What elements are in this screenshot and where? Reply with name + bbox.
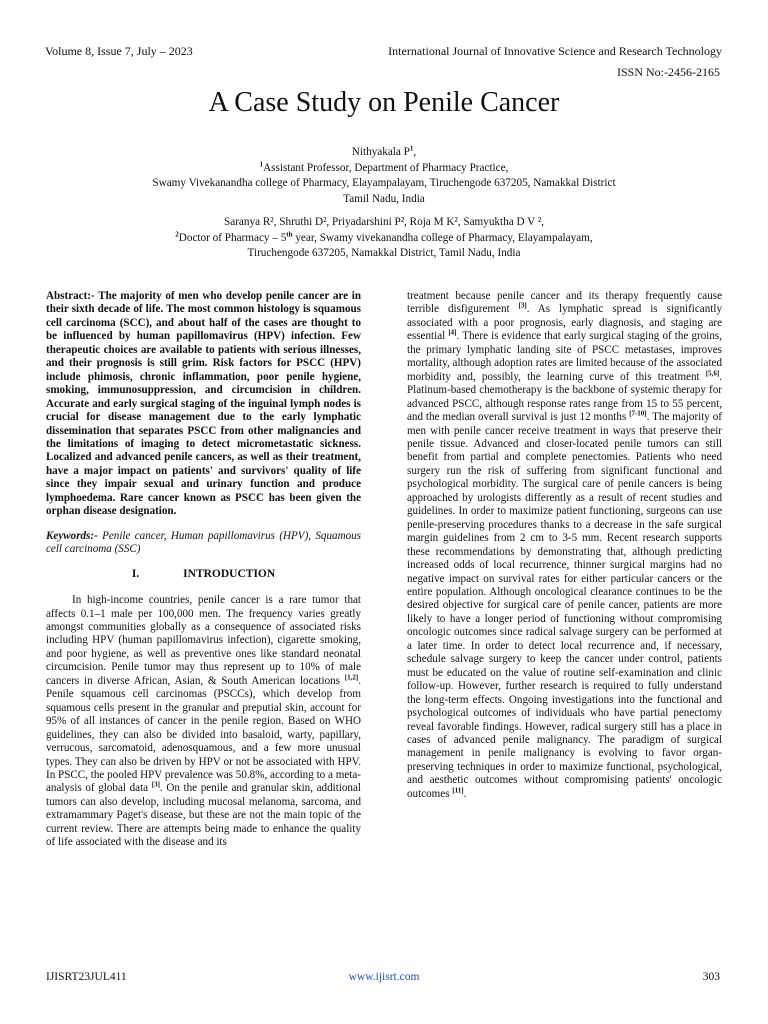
- abstract: Abstract:- The majority of men who develop penile cancer are in their sixth decade of life. The most common histology is squamous cell carcinoma (SCC), and about half of the cases are thought to be influenced by human papillomavirus (HPV) infection. Few therapeutic choices are available to patients with serious illnesses, and their prognosis is still grim. Risk factors for PSCC (HPV) include phimosis, chronic inflammation, poor penile hygiene, smoking, immunosuppression, and circumcision in children. Accurate and early surgical staging of the inguinal lymph nodes is crucial for disease management due to the early lymphatic dissemination that separates PSCC from other malignancies and the limitations of imaging to detect micrometastatic sickness. Localized and advanced penile cancers, as well as their treatment, have a major impact on patients' and survivors' quality of life since they impair sexual and urinary function and produce lymphoedema. Rare cancer known as PSCC has been given the orphan disease designation.: [46, 290, 361, 518]
- author-block-primary: [45, 145, 723, 207]
- keywords: [46, 530, 361, 557]
- intro-paragraph: In high-income countries, penile cancer is a rare tumor that affects 0.1–1 male per 100,000 men. The frequency varies greatly amongst communities globally as a consequence of associated risks including HPV (human papillomavirus infection), cigarette smoking, and poor hygiene, as well as preventive ones like standard neonatal circumcision. Penile tumor may thus represent up to 10% of male cancers in diverse African, Asian, & South American locations [1,2]. Penile squamous cell carcinomas (PSCCs), which develop from squamous cells present in the granular and preputial skin, account for 95% of all instances of cancer in the penile region. Based on WHO guidelines, they can also be divided into basaloid, warty, papillary, verrucous, sarcomatoid, adenosquamous, and a few more unusual types. They can also be driven by HPV or not be associated with HPV. In PSCC, the pooled HPV prevalence was 50.8%, according to a meta-analysis of global data [3]. On the penile and granular skin, additional tumors can also develop, including mucosal melanoma, sarcoma, and extramammary Paget's disease, but these are not the main topic of the current review. There are attempts being made to enhance the quality of life associated with the disease and its: [46, 594, 361, 849]
- page-number: 303: [702, 971, 720, 983]
- section-title: INTRODUCTION: [183, 567, 276, 580]
- citation: [1,2]: [344, 673, 359, 682]
- author-block-secondary: [45, 215, 723, 262]
- section-heading: [46, 568, 361, 581]
- right-column: [407, 290, 722, 801]
- affiliation-line: $^1$Assistant Professor, Department of Pharmacy Practice,: [259, 159, 509, 174]
- affiliation-line: Tamil Nadu, India: [343, 192, 425, 205]
- affiliation-line: Swamy Vivekanandha college of Pharmacy, Elayampalayam, Tiruchengode 637205, Namakkal District: [152, 177, 616, 190]
- paper-title: A Case Study on Penile Cancer: [208, 87, 560, 118]
- intro-paragraph-continued: treatment because penile cancer and its therapy frequently cause terrible disfigurement [3]. As lymphatic spread is significantly associated with a poor prognosis, early diagnosis, and staging are essential [4]. There is evidence that early surgical staging of the groins, the primary lymphatic landing site of PSCC metastases, improves mortality, although adoption rates are limited because of the associated morbidity and, possibly, the learning curve of this treatment [5,6]. Platinum-based chemotherapy is the backbone of systemic therapy for advanced PSCC, although response rates range from 15 to 55 percent, and the median overall survival is just 12 months [7-10]. The majority of men with penile cancer receive treatment in ways that preserve their penile tissue. Advanced and closer-located penile tumors can still benefit from partial and complete penectomies. Patients who need surgery run the risk of suffering from significant functional and psychological morbidity. The surgical care of penile cancers is being approached by urologists differently as a result of recent studies and guidelines. In order to maximize patient functioning, surgeons can use penile-preserving procedures thanks to a decrease in the safe surgical margin guidelines from 2 cm to 3-5 mm. Recent research supports these recommendations by demonstrating that, although predicting increased odds of local recurrence, thinner surgical margins had no negative impact on survival rates for either particular cancers or the entire population. Although oncological clearance continues to be the desired objective for surgical care of penile cancer, patients are more likely to have a longer period of functioning without compromising oncologic outcomes since radical salvage surgery can be performed at a later time. In order to detect local recurrence and, if necessary, schedule salvage surgery to keep the cancer under control, patients must be educated on the value of routine self-examination and clinic follow-up. However, further research is required to fully understand the long-term effects. Ongoing investigations into the functional and psychological outcomes of individuals who have partial penectomy reveal favorable findings. However, radical surgery still has a place in cases of advanced penile malignancy. The paradigm of surgical management in penile malignancy is evolving to favor organ-preserving techniques in order to maximize functional, psychological, and aesthetic outcomes without compromising patients' oncologic outcomes [11].: [407, 290, 722, 800]
- citation: [5,6]: [705, 369, 720, 378]
- citation: [7-10]: [629, 409, 647, 418]
- journal-website-link[interactable]: www.ijisrt.com: [348, 971, 420, 983]
- keywords-text: Penile cancer, Human papillomavirus (HPV), Squamous cell carcinoma (SSC): [46, 529, 361, 556]
- section-number: I.: [131, 567, 140, 580]
- keywords-label: Keywords:-: [46, 529, 98, 542]
- author-name-line: Nithyakala $P^1$,: [351, 144, 417, 158]
- affiliation-line: Tiruchengode 637205, Namakkal District, Tamil Nadu, India: [247, 247, 521, 260]
- journal-name: International Journal of Innovative Science and Research Technology: [388, 44, 722, 58]
- citation: [4]: [448, 328, 457, 337]
- paper-id: IJISRT23JUL411: [46, 971, 127, 983]
- volume-issue: Volume 8, Issue 7, July – 2023: [45, 44, 193, 58]
- affiliation-line: $^2$Doctor of Pharmacy – 5th year, Swamy vivekanandha college of Pharmacy, Elayampalayam,: [175, 229, 593, 244]
- citation: [3]: [518, 301, 527, 310]
- author-names: Saranya R², Shruthi D², Priyadarshini P², Roja M K², Samyuktha D V ²,: [224, 216, 544, 228]
- citation: [11]: [452, 786, 464, 795]
- left-column: [46, 290, 361, 850]
- citation: [3]: [151, 780, 160, 789]
- issn: ISSN No:-2456-2165: [616, 65, 720, 79]
